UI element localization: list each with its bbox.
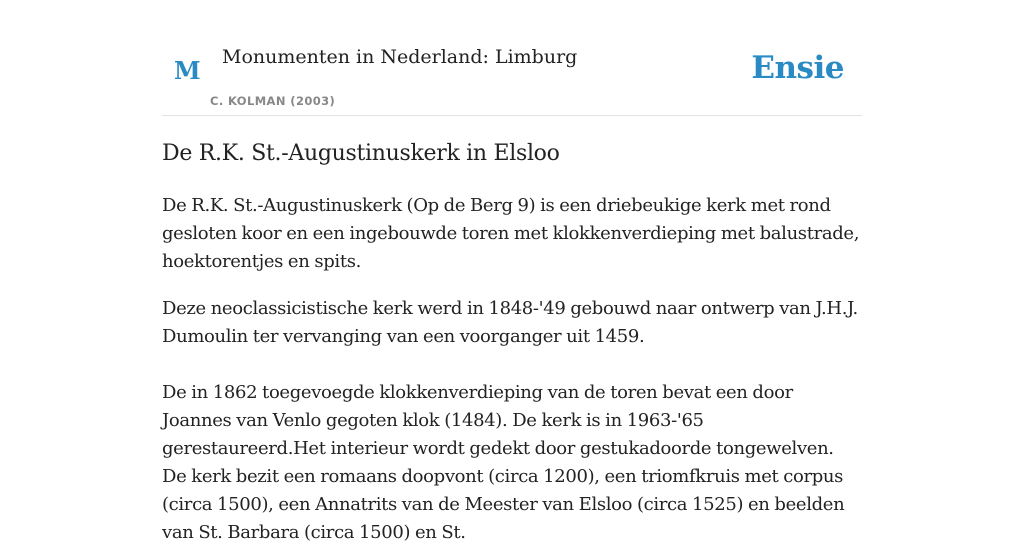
article-paragraph: De R.K. St.-Augustinuskerk (Op de Berg 9) is een driebeukige kerk met rond gesloten koor en een ingebouwde toren met klokkenverdieping met balustrade, hoektorentjes en spits. (162, 195, 860, 272)
ensie-logo[interactable]: Ensie (751, 50, 844, 86)
book-title-link[interactable]: Monumenten in Nederland: Limburg (222, 46, 578, 68)
book-logo-icon[interactable]: M (174, 56, 201, 85)
book-author: C. KOLMAN (2003) (210, 94, 336, 108)
article-paragraph: De in 1862 toegevoegde klokkenverdieping van de toren bevat een door Joannes van Venlo gegoten klok (1484). De kerk is in 1963-'65 gerestaureerd.Het interieur wordt gedekt door gestukadoorde tongewelven. De kerk bezit een romaans doopvont (circa 1200), een triomfkruis met corpus (circa 1500), een Annatrits van de Meester van Elsloo (circa 1525) en beelden van St. Barbara (circa 1500) en St. (162, 382, 845, 543)
article-content (162, 138, 862, 547)
article-title: De R.K. St.-Augustinuskerk in Elsloo (162, 141, 560, 166)
book-header (162, 0, 862, 116)
article-paragraph: Deze neoclassicistische kerk werd in 1848-'49 gebouwd naar ontwerp van J.H.J. Dumoulin ter vervanging van een voorganger uit 1459. (162, 298, 858, 347)
